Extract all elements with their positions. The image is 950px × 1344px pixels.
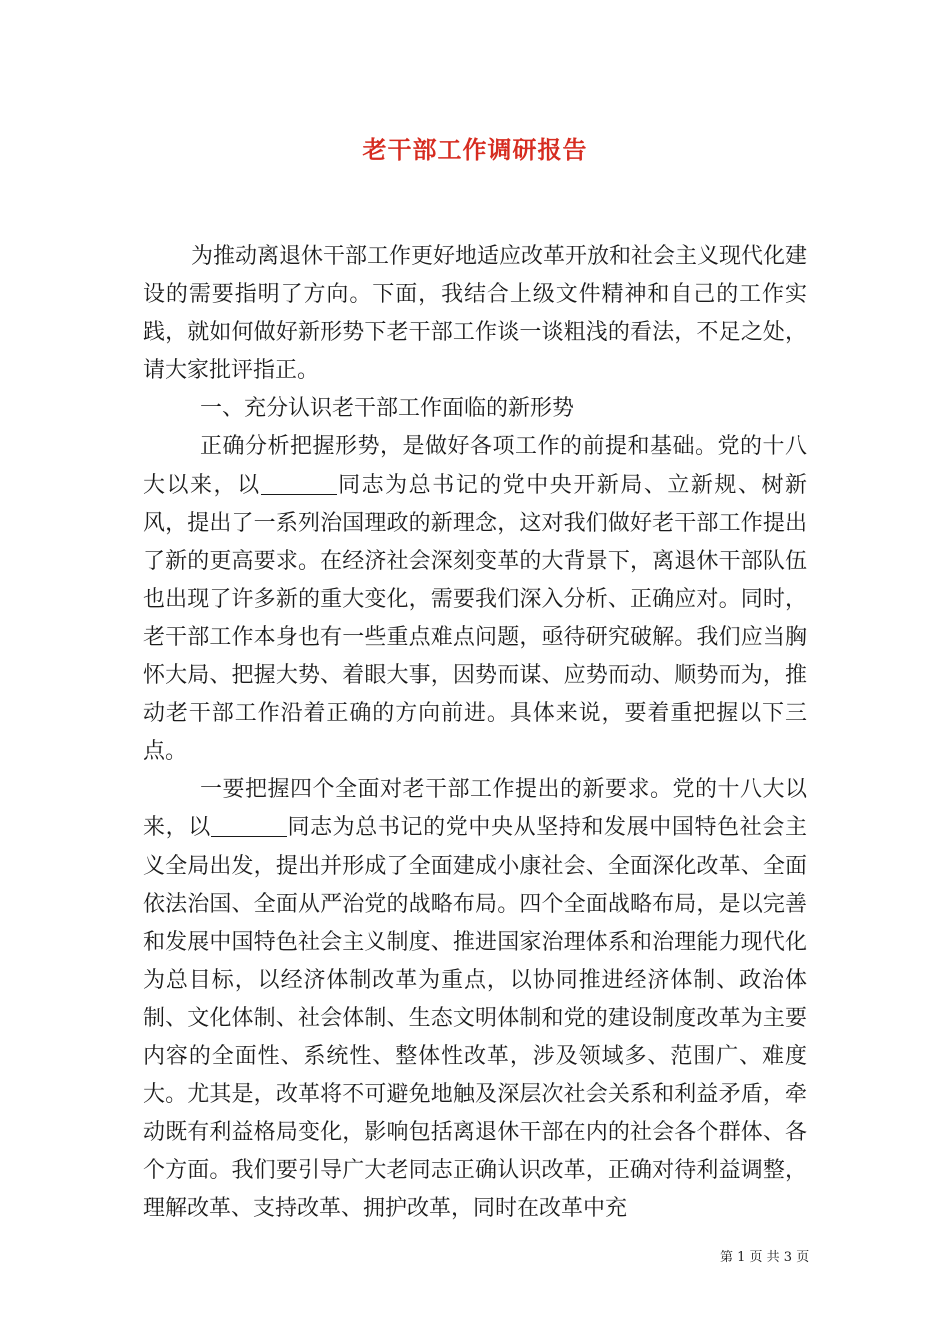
paragraph-situation-part-a: 正确分析把握形势，是做好各项工作的前提和基础。党的十八大以来，以 [143, 434, 807, 498]
name-blank [261, 472, 337, 495]
section-heading-1: 一、充分认识老干部工作面临的新形势 [200, 396, 575, 422]
paragraph-situation-part-b: 同志为总书记的党中央开新局、立新规、树新风，提出了一系列治国理政的新理念，这对我们做好老干部工作提出了新的更高要求。在经济社会深刻变革的大背景下，离退休干部队伍也出现了许多新的重大变化，需要我们深入分析、正确应对。同时，老干部工作本身也有一些重点难点问题，亟待研究破解。我们应当胸怀大局、把握大势、着眼大事，因势而谋、应势而动、顺势而为，推动老干部工作沿着正确的方向前进。具体来说，要着重把握以下三点。 [143, 472, 807, 765]
document-body [143, 238, 807, 1228]
page-number-footer: 第 1 页 共 3 页 [720, 1250, 810, 1265]
paragraph-four-comprehensives-part-b: 同志为总书记的党中央从坚持和发展中国特色社会主义全局出发，提出并形成了全面建成小康社会、全面深化改革、全面依法治国、全面从严治党的战略布局。四个全面战略布局，是以完善和发展中国特色社会主义制度、推进国家治理体系和治理能力现代化为总目标，以经济体制改革为重点，以协同推进经济体制、政治体制、文化体制、社会体制、生态文明体制和党的建设制度改革为主要内容的全面性、系统性、整体性改革，涉及领域多、范围广、难度大。尤其是，改革将不可避免地触及深层次社会关系和利益矛盾，牵动既有利益格局变化，影响包括离退休干部在内的社会各个群体、各个方面。我们要引导广大老同志正确认识改革，正确对待利益调整，理解改革、支持改革、拥护改革，同时在改革中充 [143, 815, 807, 1222]
paragraph-four-comprehensives [143, 771, 807, 1228]
name-blank [211, 814, 287, 837]
paragraph-four-comprehensives-part-a: 一要把握四个全面对老干部工作提出的新要求。党的十八大以来，以 [143, 777, 807, 841]
paragraph-intro: 为推动离退休干部工作更好地适应改革开放和社会主义现代化建设的需要指明了方向。下面，我结合上级文件精神和自己的工作实践，就如何做好新形势下老干部工作谈一谈粗浅的看法，不足之处，请大家批评指正。 [143, 244, 808, 384]
paragraph-situation [143, 428, 807, 771]
document-title: 老干部工作调研报告 [362, 135, 588, 164]
